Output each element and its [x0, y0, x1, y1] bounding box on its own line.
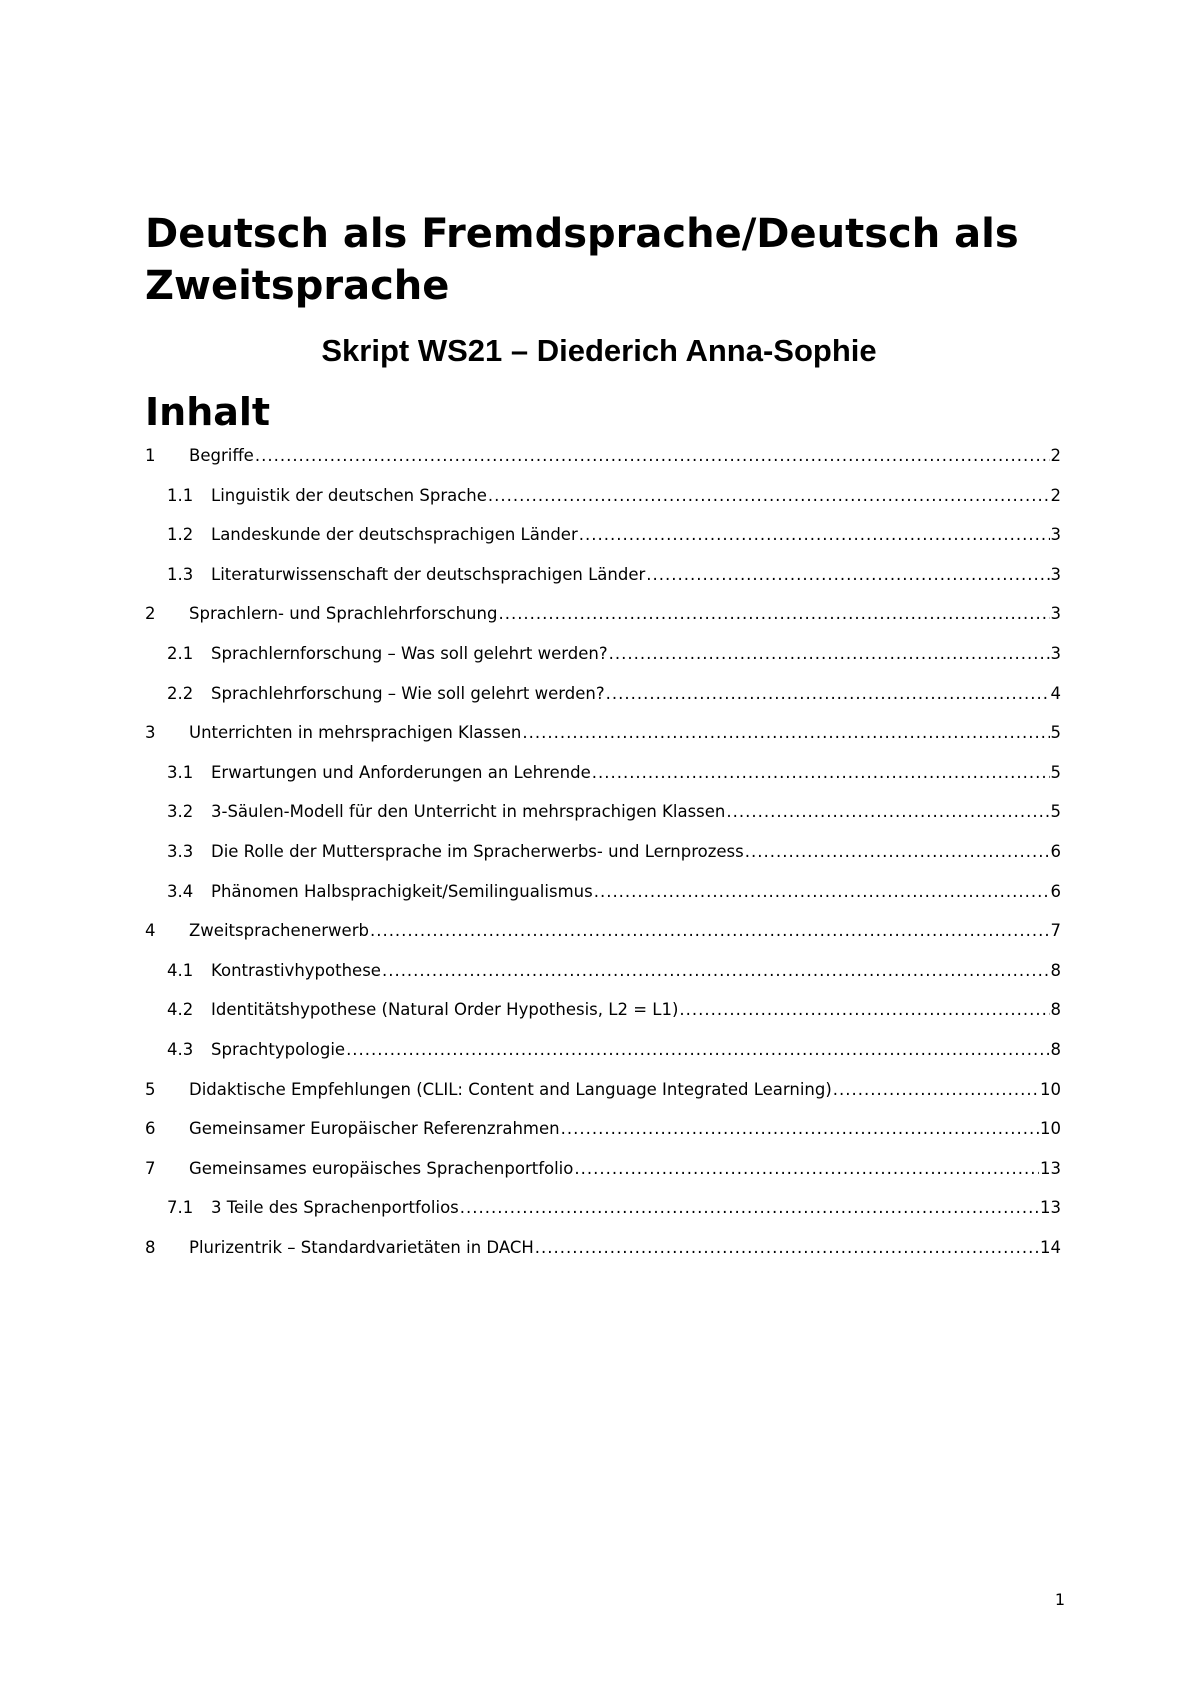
toc-entry-number: 4 [145, 921, 156, 941]
toc-entry-number: 2 [145, 604, 156, 624]
toc-dot-leader [488, 476, 1050, 516]
toc-entry-label: Sprachlern- und Sprachlehrforschung [189, 604, 498, 624]
toc-entry-label: Erwartungen und Anforderungen an Lehrende [211, 762, 591, 782]
toc-entry[interactable] [145, 476, 1061, 516]
toc-entry-page: 8 [1050, 1039, 1061, 1059]
toc-entry[interactable] [145, 990, 1061, 1030]
toc-entry-number: 1.2 [167, 525, 194, 545]
toc-entry-label: 3-Säulen-Modell für den Unterricht in mehrsprachigen Klassen [211, 802, 726, 822]
toc-entry[interactable] [145, 1149, 1061, 1189]
toc-entry[interactable] [145, 753, 1061, 793]
toc-dot-leader [679, 990, 1049, 1030]
toc-dot-leader [346, 1030, 1049, 1070]
toc-entry-page: 6 [1050, 881, 1061, 901]
toc-entry-page: 7 [1050, 921, 1061, 941]
toc-entry-page: 13 [1040, 1158, 1061, 1178]
toc-dot-leader [382, 951, 1050, 991]
toc-entry-page: 5 [1050, 762, 1061, 782]
toc-entry-number: 6 [145, 1119, 156, 1139]
toc-dot-leader [594, 872, 1050, 912]
toc-entry[interactable] [145, 1070, 1061, 1110]
toc-entry-page: 10 [1040, 1079, 1061, 1099]
toc-dot-leader [561, 1109, 1039, 1149]
toc-entry-number: 3.3 [167, 841, 194, 861]
toc-entry-label: Die Rolle der Muttersprache im Spracherwerbs- und Lernprozess [211, 841, 744, 861]
toc-entry-number: 4.2 [167, 1000, 194, 1020]
toc-entry-number: 3.1 [167, 762, 194, 782]
toc-entry-page: 2 [1050, 446, 1061, 465]
toc-entry-number: 4.3 [167, 1039, 194, 1059]
toc-entry-label: Landeskunde der deutschsprachigen Länder [211, 525, 578, 545]
toc-entry-number: 2.2 [167, 683, 194, 703]
toc-entry-number: 3.4 [167, 881, 194, 901]
toc-entry-page: 3 [1050, 643, 1061, 663]
toc-dot-leader [460, 1188, 1039, 1228]
toc-entry-page: 3 [1050, 604, 1061, 624]
toc-entry-number: 1.1 [167, 485, 194, 505]
toc-entry-page: 3 [1050, 564, 1061, 584]
toc-entry[interactable] [145, 555, 1061, 595]
toc-entry-label: Kontrastivhypothese [211, 960, 381, 980]
document-title: Deutsch als Fremdsprache/Deutsch als Zweitsprache [145, 211, 1019, 309]
toc-entry-label: 3 Teile des Sprachenportfolios [211, 1198, 459, 1218]
toc-entry-label: Sprachtypologie [211, 1039, 346, 1059]
toc-entry[interactable] [145, 713, 1061, 753]
toc-entry-label: Zweitsprachenerwerb [189, 921, 369, 941]
document-subtitle: Skript WS21 – Diederich Anna-Sophie [321, 333, 877, 368]
toc-entry-number: 2.1 [167, 643, 194, 663]
toc-dot-leader [498, 594, 1049, 634]
page-number: 1 [1054, 1590, 1065, 1609]
toc-entry-number: 3 [145, 723, 156, 743]
toc-entry-label: Linguistik der deutschen Sprache [211, 485, 487, 505]
toc-dot-leader [579, 515, 1050, 555]
toc-entry-page: 10 [1040, 1119, 1061, 1139]
toc-entry[interactable] [145, 594, 1061, 634]
toc-entry-label: Unterrichten in mehrsprachigen Klassen [189, 723, 522, 743]
toc-entry[interactable] [145, 792, 1061, 832]
toc-entry-label: Begriffe [189, 446, 254, 465]
toc-entry-page: 4 [1050, 683, 1061, 703]
toc-entry-page: 14 [1040, 1237, 1061, 1257]
toc-entry-label: Literaturwissenschaft der deutschsprachigen Länder [211, 564, 646, 584]
toc-dot-leader [726, 792, 1049, 832]
toc-dot-leader [522, 713, 1049, 753]
table-of-contents [145, 436, 1061, 1267]
toc-dot-leader [370, 911, 1050, 951]
toc-dot-leader [609, 634, 1050, 674]
toc-heading: Inhalt [145, 390, 271, 434]
toc-entry[interactable] [145, 832, 1061, 872]
toc-entry-number: 1 [145, 446, 156, 465]
toc-entry-page: 3 [1050, 525, 1061, 545]
toc-entry-page: 5 [1050, 723, 1061, 743]
toc-dot-leader [574, 1149, 1039, 1189]
toc-entry-number: 1.3 [167, 564, 194, 584]
toc-entry-number: 5 [145, 1079, 156, 1099]
toc-entry-page: 2 [1050, 485, 1061, 505]
toc-entry-page: 13 [1040, 1198, 1061, 1218]
toc-entry-number: 8 [145, 1237, 156, 1257]
toc-entry-number: 7 [145, 1158, 156, 1178]
toc-entry[interactable] [145, 436, 1061, 476]
toc-entry[interactable] [145, 634, 1061, 674]
toc-entry-label: Plurizentrik – Standardvarietäten in DACH [189, 1237, 534, 1257]
toc-entry[interactable] [145, 872, 1061, 912]
toc-entry-label: Sprachlehrforschung – Wie soll gelehrt werden? [211, 683, 605, 703]
toc-entry-page: 6 [1050, 841, 1061, 861]
toc-entry[interactable] [145, 1030, 1061, 1070]
toc-entry-number: 4.1 [167, 960, 194, 980]
toc-dot-leader [833, 1070, 1039, 1110]
toc-entry-number: 3.2 [167, 802, 194, 822]
toc-entry-page: 5 [1050, 802, 1061, 822]
toc-dot-leader [535, 1228, 1039, 1268]
toc-entry[interactable] [145, 1109, 1061, 1149]
toc-entry[interactable] [145, 1188, 1061, 1228]
toc-entry-number: 7.1 [167, 1198, 194, 1218]
toc-entry[interactable] [145, 674, 1061, 714]
toc-entry-label: Gemeinsames europäisches Sprachenportfolio [189, 1158, 574, 1178]
toc-entry-label: Identitätshypothese (Natural Order Hypothesis, L2 = L1) [211, 1000, 679, 1020]
toc-entry[interactable] [145, 1228, 1061, 1268]
toc-entry-label: Sprachlernforschung – Was soll gelehrt werden? [211, 643, 608, 663]
toc-entry-label: Gemeinsamer Europäischer Referenzrahmen [189, 1119, 560, 1139]
toc-entry-page: 8 [1050, 1000, 1061, 1020]
toc-dot-leader [646, 555, 1049, 595]
toc-dot-leader [745, 832, 1050, 872]
toc-entry[interactable] [145, 515, 1061, 555]
toc-entry[interactable] [145, 911, 1061, 951]
toc-entry-label: Didaktische Empfehlungen (CLIL: Content and Language Integrated Learning) [189, 1079, 832, 1099]
toc-entry[interactable] [145, 951, 1061, 991]
toc-dot-leader [592, 753, 1050, 793]
toc-dot-leader [255, 436, 1050, 476]
toc-entry-label: Phänomen Halbsprachigkeit/Semilingualismus [211, 881, 593, 901]
toc-entry-page: 8 [1050, 960, 1061, 980]
toc-dot-leader [606, 674, 1050, 714]
